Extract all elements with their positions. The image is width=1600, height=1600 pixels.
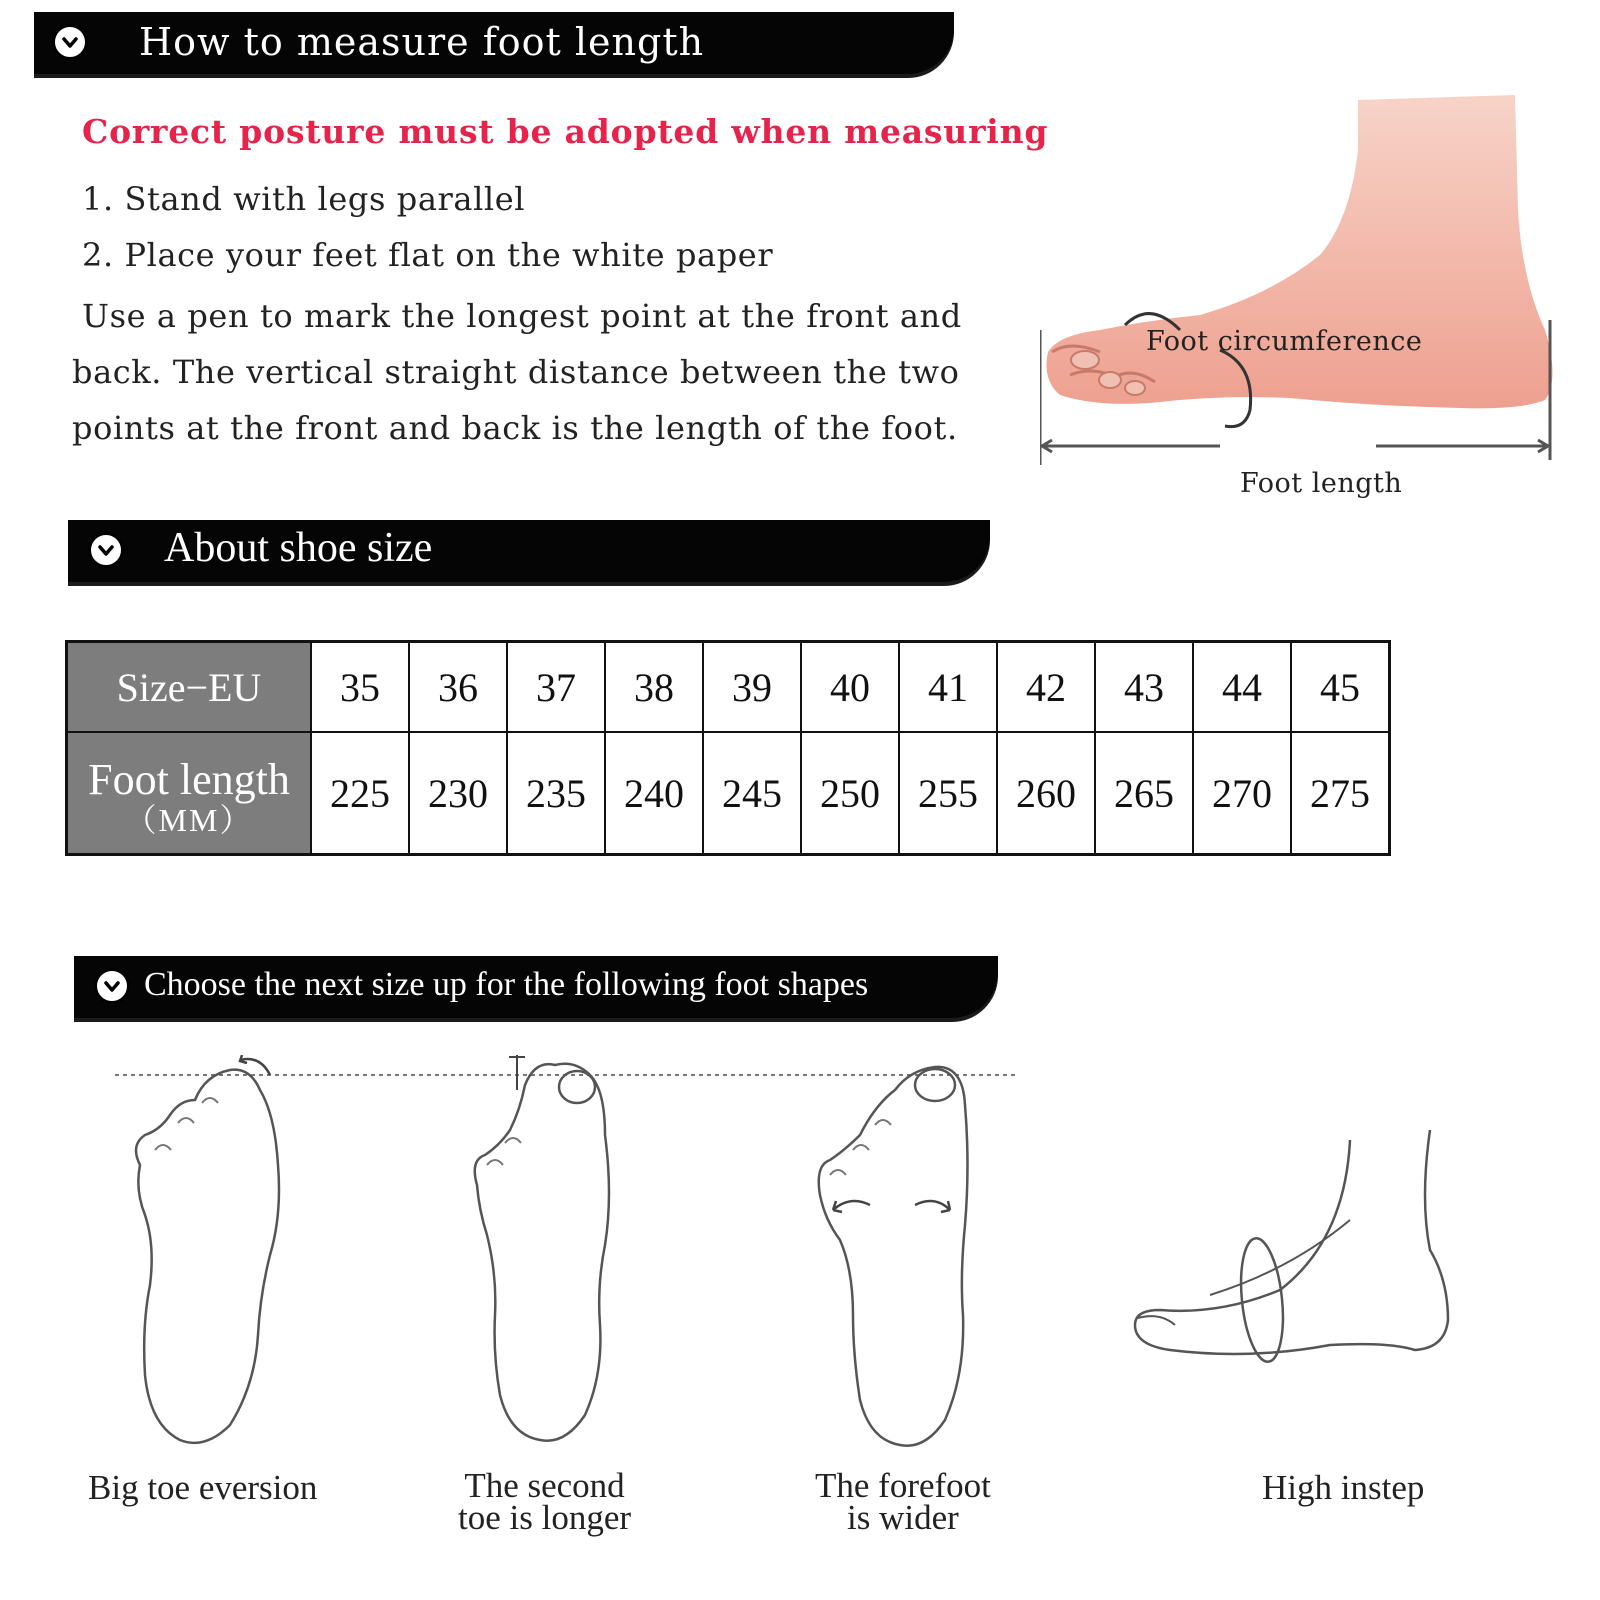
caption-line: The forefoot	[815, 1466, 991, 1505]
size-cell: 40	[801, 642, 899, 733]
instruction-paragraph: Use a pen to mark the longest point at the front and back. The vertical straight distance between the two points at the front and back is the length of the foot.	[72, 297, 962, 447]
length-cell: 260	[997, 732, 1095, 855]
size-cell: 35	[311, 642, 409, 733]
foot-circumference-label: Foot circumference	[1146, 326, 1423, 357]
size-cell: 41	[899, 642, 997, 733]
section-header-foot-shapes	[74, 956, 998, 1018]
foot-big-toe-eversion-icon	[120, 1055, 290, 1455]
section-header-shoe-size	[68, 520, 990, 582]
length-cell: 230	[409, 732, 507, 855]
foot-high-instep-icon	[1130, 1120, 1470, 1380]
length-cell: 250	[801, 732, 899, 855]
length-cell: 265	[1095, 732, 1193, 855]
instruction-step-2: 2. Place your feet flat on the white paper	[82, 236, 774, 274]
size-cell: 38	[605, 642, 703, 733]
size-cell: 45	[1291, 642, 1390, 733]
foot-length-header-label: Foot length	[88, 755, 290, 804]
posture-note: Correct posture must be adopted when measuring	[82, 112, 1049, 151]
length-cell: 225	[311, 732, 409, 855]
section-header-measure	[34, 12, 954, 74]
caption-line: The second	[464, 1466, 625, 1505]
chevron-down-icon	[94, 968, 130, 1004]
size-cell: 36	[409, 642, 507, 733]
foot-length-label: Foot length	[1240, 468, 1403, 499]
size-cell: 43	[1095, 642, 1193, 733]
unit-label: （MM）	[124, 802, 254, 838]
instruction-step-1: 1. Stand with legs parallel	[82, 180, 526, 218]
length-cell: 245	[703, 732, 801, 855]
caption-line: toe is longer	[458, 1498, 632, 1537]
caption-forefoot-wider	[815, 1466, 991, 1537]
length-cell: 275	[1291, 732, 1390, 855]
chevron-down-icon	[52, 24, 88, 60]
size-cell: 42	[997, 642, 1095, 733]
length-cell: 270	[1193, 732, 1291, 855]
section-title: Choose the next size up for the following foot shapes	[144, 966, 869, 1003]
length-cell: 235	[507, 732, 605, 855]
foot-photo-shape	[1047, 95, 1553, 408]
chevron-down-icon	[88, 532, 124, 568]
size-cell: 44	[1193, 642, 1291, 733]
section-title: About shoe size	[164, 525, 433, 571]
size-cell: 39	[703, 642, 801, 733]
row-header-size: Size−EU	[67, 642, 312, 733]
caption-second-toe-longer	[458, 1466, 632, 1537]
length-cell: 255	[899, 732, 997, 855]
caption-line: Big toe eversion	[88, 1468, 318, 1507]
length-cell: 240	[605, 732, 703, 855]
table-row-size	[67, 642, 1390, 733]
table-row-length	[67, 732, 1390, 855]
foot-measurement-illustration	[1040, 90, 1585, 510]
caption-line: High instep	[1262, 1468, 1425, 1507]
size-chart-table	[65, 640, 1391, 856]
caption-big-toe-eversion	[88, 1468, 318, 1507]
row-header-foot-length	[67, 732, 312, 855]
size-cell: 37	[507, 642, 605, 733]
foot-forefoot-wider-icon	[815, 1055, 985, 1455]
section-title: How to measure foot length	[139, 20, 705, 64]
caption-line: is wider	[847, 1498, 959, 1537]
foot-second-toe-longer-icon	[465, 1055, 635, 1455]
caption-high-instep	[1262, 1468, 1425, 1507]
